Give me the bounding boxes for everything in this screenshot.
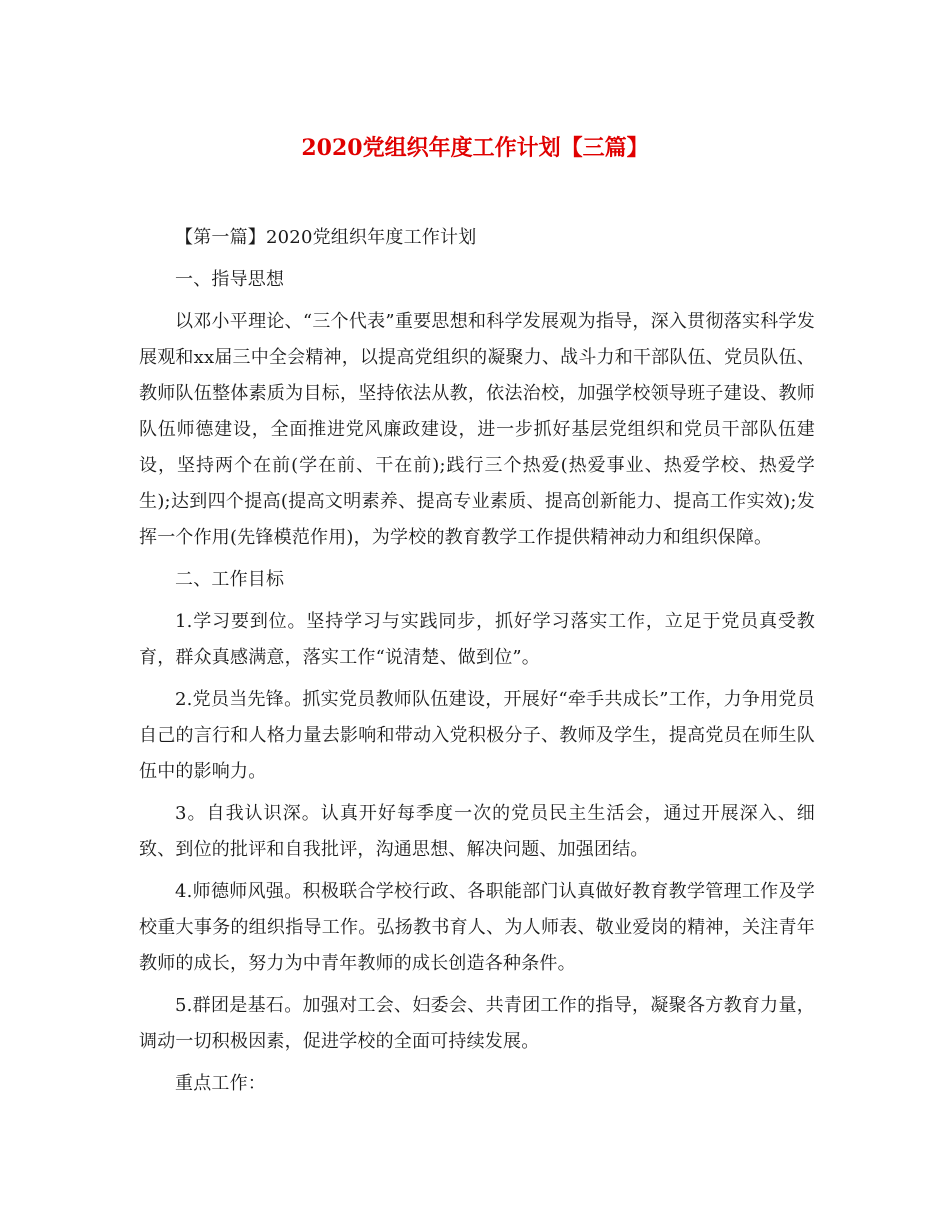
goal-item-2: 2.党员当先锋。抓实党员教师队伍建设，开展好“牵手共成长”工作，力争用党员自己的言行和人格力量去影响和带动入党积极分子、教师及学生，提高党员在师生队伍中的影响力。 [139, 689, 815, 782]
heading-work-goals: 二、工作目标 [175, 569, 285, 590]
goal-item-1: 1.学习要到位。坚持学习与实践同步，抓好学习落实工作，立足于党员真受教育，群众真感满意，落实工作“说清楚、做到位”。 [139, 611, 815, 668]
section-heading-part-one: 【第一篇】2020党组织年度工作计划 [175, 227, 477, 248]
heading-key-work: 重点工作： [175, 1073, 266, 1094]
goal-item-3: 3。自我认识深。认真开好每季度一次的党员民主生活会，通过开展深入、细致、到位的批评和自我批评，沟通思想、解决问题、加强团结。 [139, 803, 815, 860]
goal-item-4: 4.师德师风强。积极联合学校行政、各职能部门认真做好教育教学管理工作及学校重大事务的组织指导工作。弘扬教书育人、为人师表、敬业爱岗的精神，关注青年教师的成长，努力为中青年教师的成长创造各种条件。 [139, 881, 815, 974]
paragraph-guiding-ideology: 以邓小平理论、“三个代表”重要思想和科学发展观为指导，深入贯彻落实科学发展观和xx届三中全会精神，以提高党组织的凝聚力、战斗力和干部队伍、党员队伍、教师队伍整体素质为目标，坚持依法从教，依法治校，加强学校领导班子建设、教师队伍师德建设，全面推进党风廉政建设，进一步抓好基层党组织和党员干部队伍建设，坚持两个在前(学在前、干在前);践行三个热爱(热爱事业、热爱学校、热爱学生);达到四个提高(提高文明素养、提高专业素质、提高创新能力、提高工作实效);发挥一个作用(先锋模范作用)，为学校的教育教学工作提供精神动力和组织保障。 [139, 311, 815, 548]
document-title: 2020党组织年度工作计划【三篇】 [301, 135, 649, 161]
heading-guiding-ideology: 一、指导思想 [175, 269, 285, 290]
goal-item-5: 5.群团是基石。加强对工会、妇委会、共青团工作的指导，凝聚各方教育力量，调动一切积极因素，促进学校的全面可持续发展。 [139, 995, 815, 1052]
document-body [139, 220, 815, 1102]
